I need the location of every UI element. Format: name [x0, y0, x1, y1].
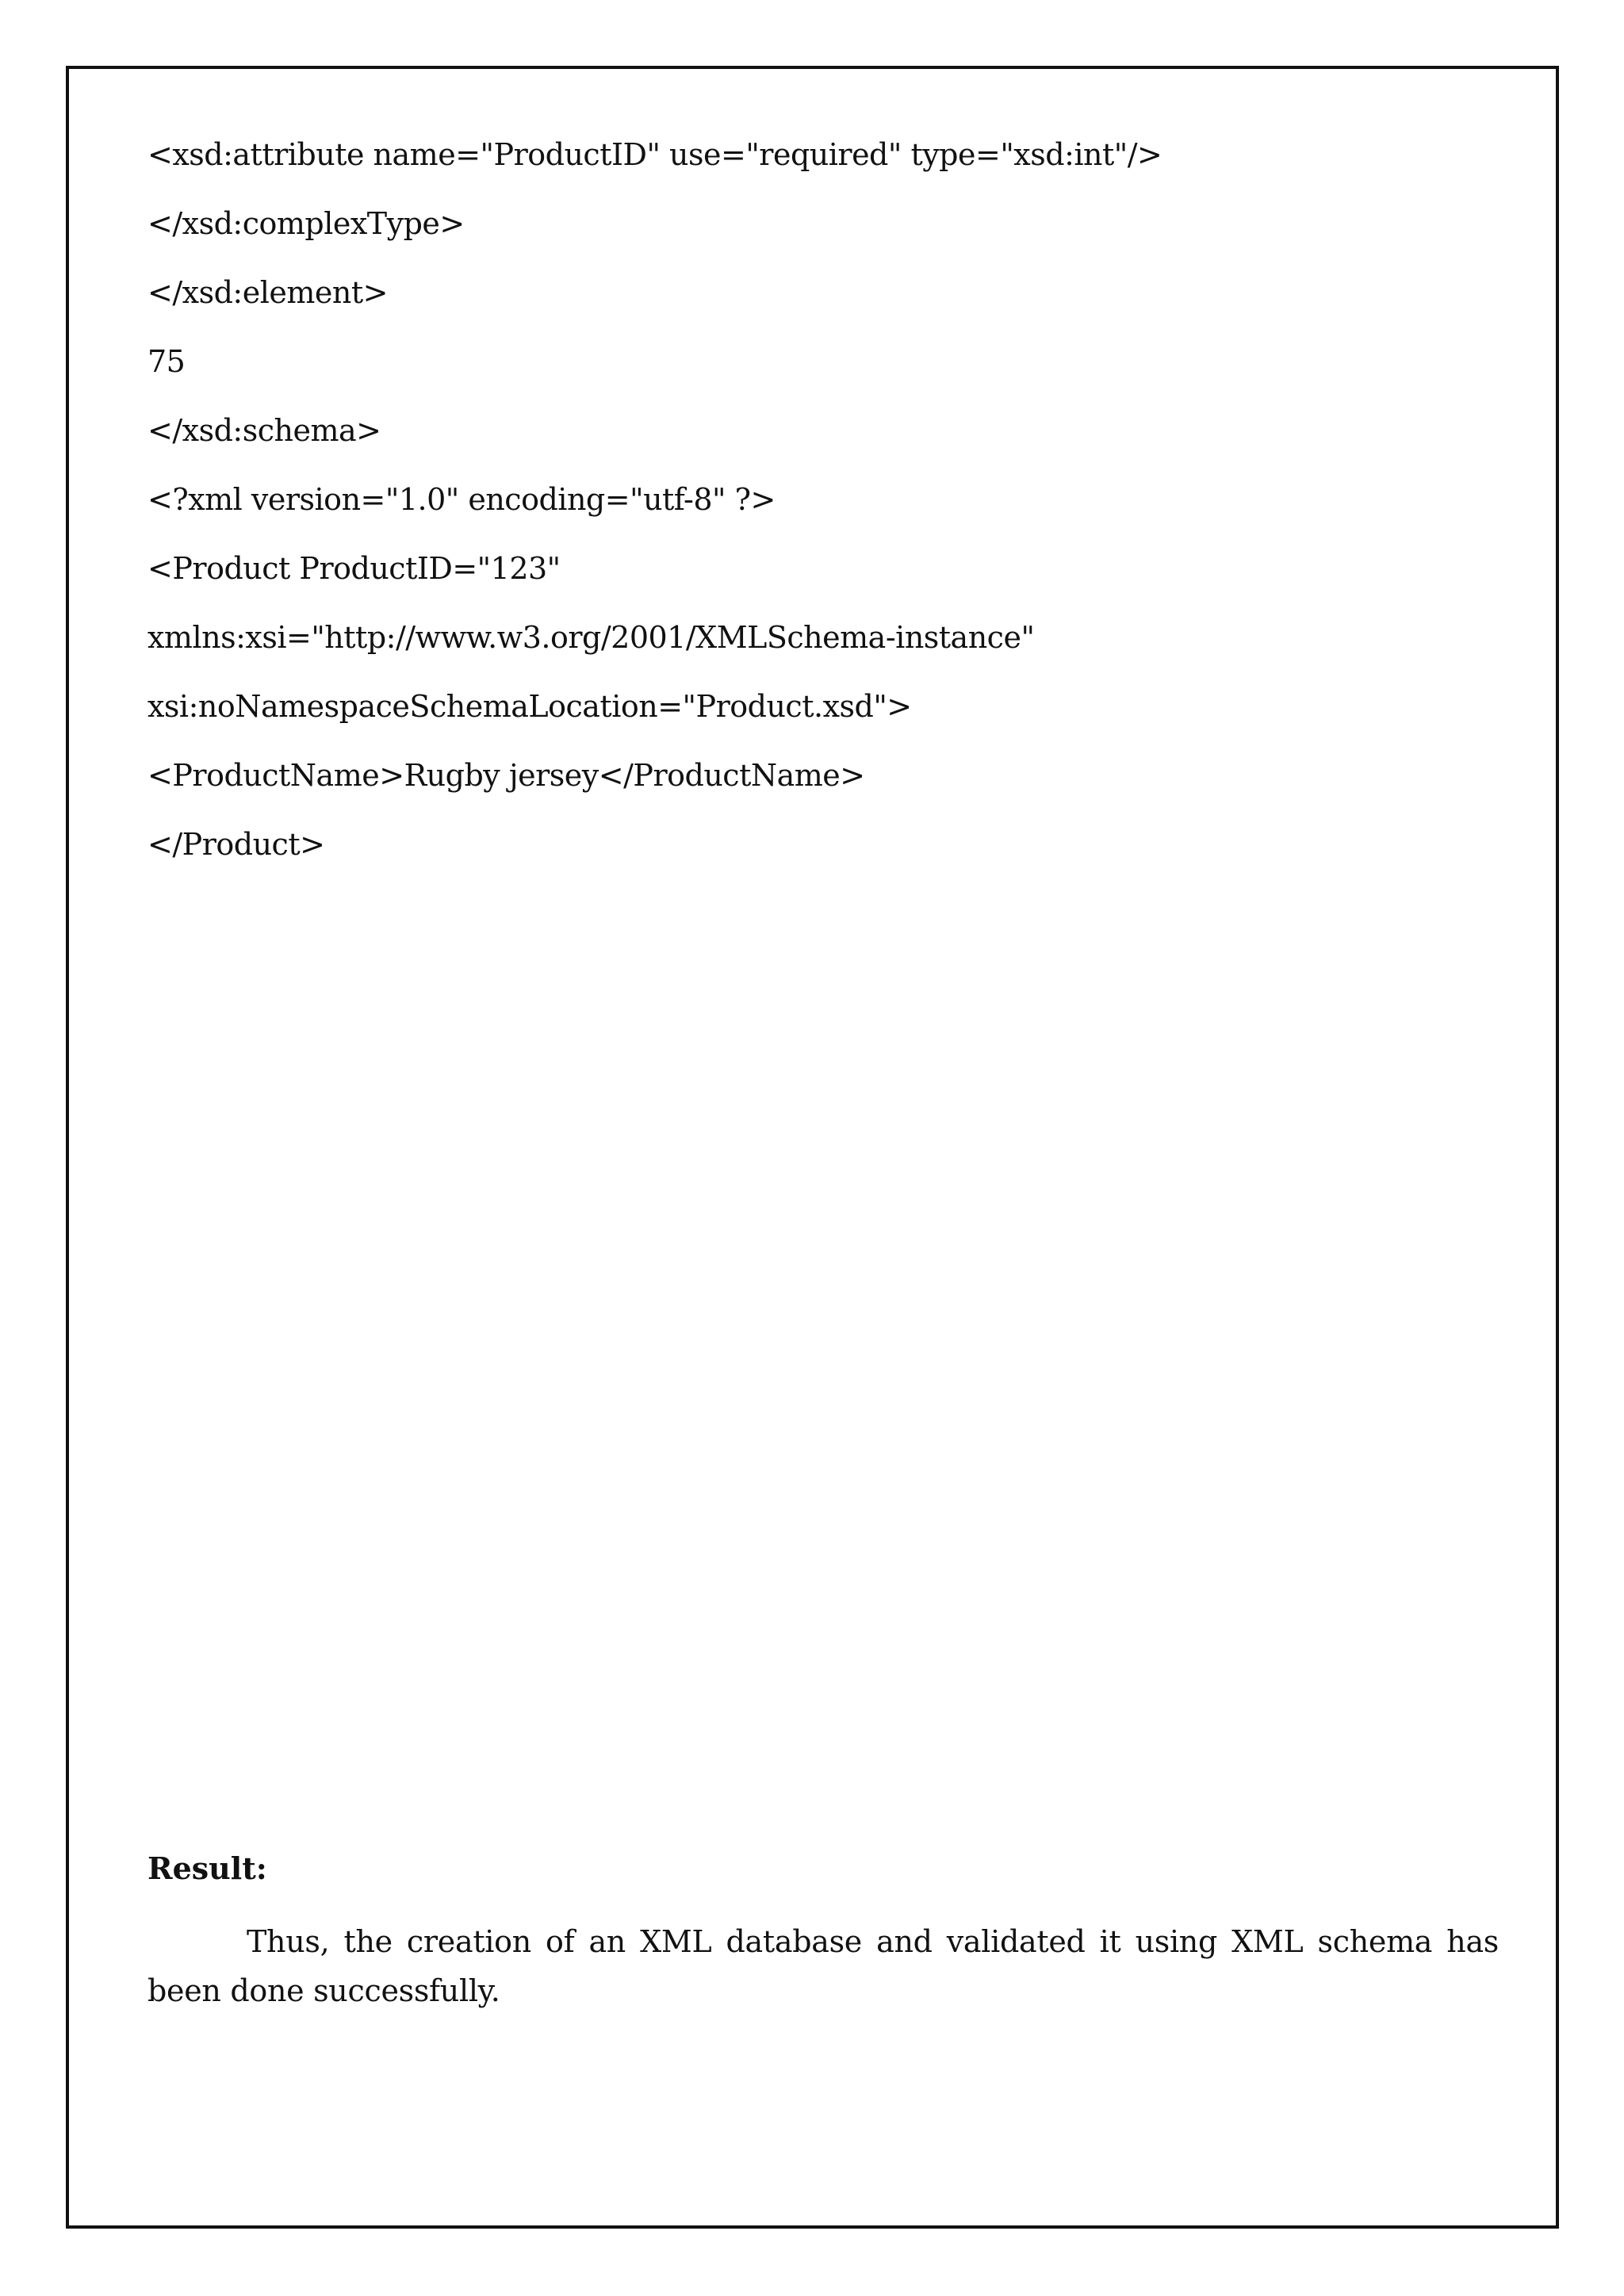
code-line: <ProductName>Rugby jersey</ProductName>	[147, 758, 865, 793]
code-line: <?xml version="1.0" encoding="utf-8" ?>	[147, 482, 776, 517]
code-line: </Product>	[147, 827, 325, 862]
code-line: <xsd:attribute name="ProductID" use="required" type="xsd:int"/>	[147, 137, 1162, 172]
code-line: 75	[147, 344, 186, 379]
code-line: </xsd:schema>	[147, 413, 381, 448]
result-paragraph: Thus, the creation of an XML database and validated it using XML schema has been done successfully.	[147, 1924, 1499, 2008]
code-line: xmlns:xsi="http://www.w3.org/2001/XMLSchema-instance"	[147, 620, 1035, 655]
page-frame	[66, 66, 1559, 2229]
code-line: </xsd:element>	[147, 275, 388, 310]
code-line: xsi:noNamespaceSchemaLocation="Product.xsd">	[147, 689, 912, 724]
code-line: <Product ProductID="123"	[147, 551, 561, 586]
code-line: </xsd:complexType>	[147, 206, 465, 241]
result-heading: Result:	[147, 1850, 267, 1886]
